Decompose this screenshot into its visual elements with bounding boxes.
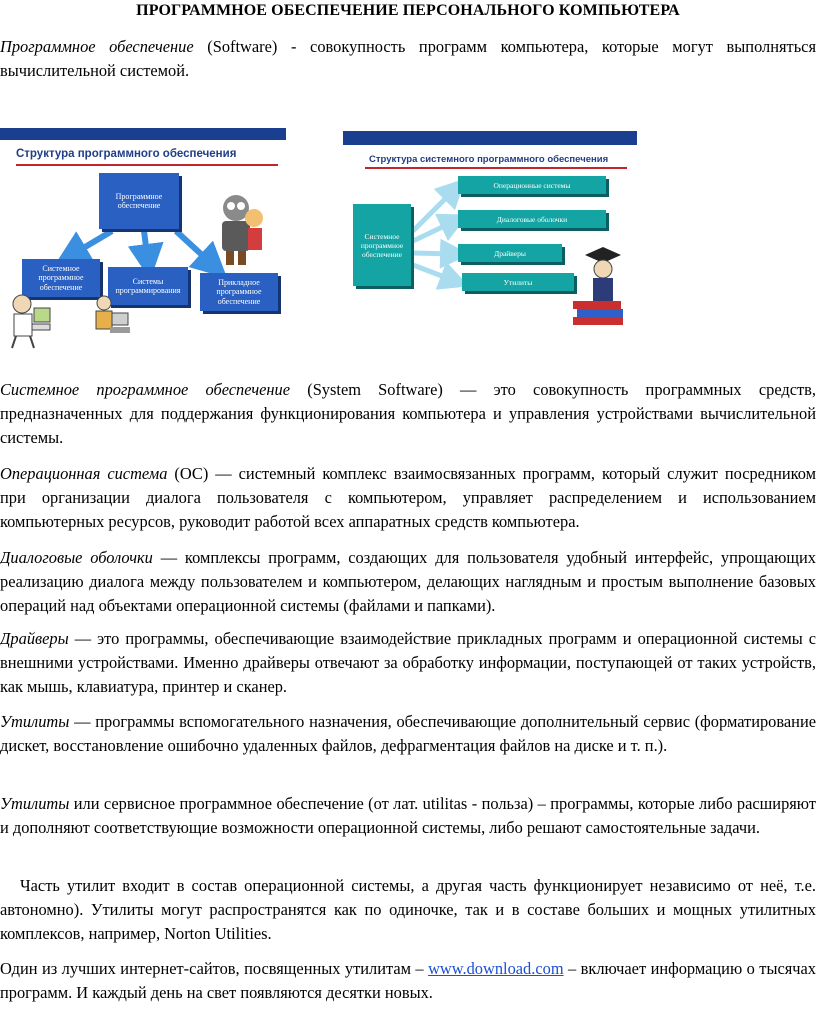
graduate-with-books-clipart-icon [571,243,635,333]
node-system-software: Системное программное обеспечение [353,204,411,286]
os-paragraph [0,462,816,534]
term-os: Операционная система [0,464,168,483]
utilities-part-paragraph: Часть утилит входит в состав операционной системы, а другая часть функционирует независимо от неё, т.е. автономно). Утилиты могут распространятся как по одиночке, так и в составе больших и мощных утилитных комплексов, например, Norton Utilities. [0,876,816,943]
download-com-link[interactable]: www.download.com [428,959,564,978]
arrow-middle [144,231,148,262]
node-utilities: Утилиты [462,273,574,291]
os-text: (ОС) — системный комплекс взаимосвязанных программ, который служит посредником при организации диалога пользователя с компьютером, управляет распределением и использованием компьютерных ресурсов, руководит работой всех аппаратных средств компьютера. [0,464,816,531]
drivers-text: — это программы, обеспечивающие взаимодействие прикладных программ и операционной системы с внешними устройствами. Именно драйверы отвечают за обработку информации, поступающей от таких устройств, как мышь, клавиатура, принтер и сканер. [0,629,816,696]
node-software: Программное обеспечение [99,173,179,229]
arrow-left [70,231,112,256]
term-utilities-2: Утилиты [0,794,70,813]
node-application-software: Прикладное программное обеспечение [200,273,278,311]
diagram-title: Структура системного программного обеспечения [369,154,609,165]
page-title: ПРОГРАММНОЕ ОБЕСПЕЧЕНИЕ ПЕРСОНАЛЬНОГО КОМПЬЮТЕРА [136,2,680,19]
term-system-software: Системное программное обеспечение [0,380,291,399]
node-dialog-shells: Диалоговые оболочки [458,210,606,228]
system-software-text: (System Software) — это совокупность программных средств, предназначенных для поддержания функционирования компьютера и управления устройствами вычислительной системы. [0,380,816,447]
software-structure-diagram [0,128,286,342]
node-programming-systems: Системы программирования [108,267,188,305]
intro-term: Программное обеспечение [0,37,194,56]
drivers-paragraph [0,627,816,699]
term-shells: Диалоговые оболочки [0,548,153,567]
user-computer-clipart-icon [8,290,52,350]
intro-text: (Software) - совокупность программ компьютера, которые могут выполняться вычислительной системой. [0,37,816,80]
term-utilities: Утилиты [0,712,70,731]
sites-paragraph [0,957,816,1005]
shells-paragraph [0,546,816,618]
node-operating-systems: Операционные системы [458,176,606,194]
node-drivers: Драйверы [458,244,562,262]
programmer-clipart-icon [92,293,132,343]
sites-text-after: – включает информацию о тысячах программ. И каждый день на свет появляются десятки новых. [0,959,816,1002]
term-drivers: Драйверы [0,629,69,648]
node-system-software: Системное программное обеспечение [22,259,100,297]
robots-clipart-icon [206,188,266,268]
diagram-title: Структура программного обеспечения [16,148,237,160]
utilities2-paragraph [0,792,816,840]
utilities-paragraph [0,710,816,758]
system-software-structure-diagram [343,131,637,331]
system-software-paragraph [0,378,816,450]
intro-paragraph [0,35,816,83]
utilities2-text: или сервисное программное обеспечение (от лат. utilitas - польза) – программы, которые либо расширяют и дополняют соответствующие возможности операционной системы, либо решают самостоятельные задачи. [0,794,816,837]
utilities-text: — программы вспомогательного назначения, обеспечивающие дополнительный сервис (форматирование дискет, восстановление ошибочно удаленных файлов, дефрагментация файлов на диске и т. п.). [0,712,816,755]
shells-text: — комплексы программ, создающих для пользователя удобный интерфейс, упрощающих реализацию диалога между пользователем и компьютером, делающих наглядным и простым выполнение базовых операций над объектами операционной системы (файлами и папками). [0,548,816,615]
sites-text-before: Один из лучших интернет-сайтов, посвященных утилитам – [0,959,429,978]
